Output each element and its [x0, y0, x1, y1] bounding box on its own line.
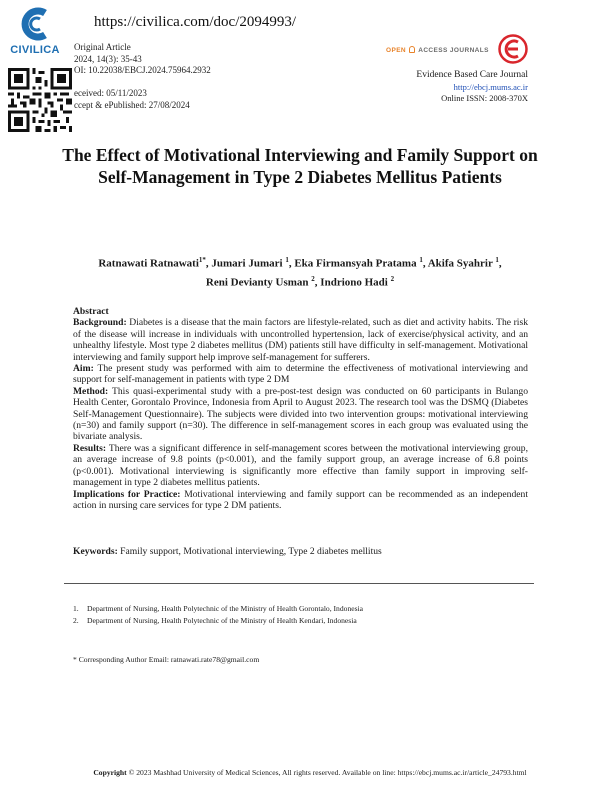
affiliation-item	[73, 603, 533, 615]
article-volume: 2024, 14(3): 35-43	[74, 53, 142, 64]
open-access-label	[386, 46, 489, 54]
lock-icon	[409, 46, 415, 53]
paper-title: The Effect of Motivational Interviewing and Family Support on Self-Management in Type 2 Diabetes Mellitus Patients	[62, 145, 538, 187]
journal-url[interactable]: http://ebcj.mums.ac.ir	[453, 81, 528, 92]
author-name: Akifa Syahrir	[427, 257, 493, 270]
copyright-label: Copyright	[93, 768, 127, 777]
author-affiliation-mark: 2	[311, 275, 315, 284]
corresponding-author[interactable]: * Corresponding Author Email: ratnawati.rate78@gmail.com	[73, 655, 260, 664]
author-affiliation-mark: 1	[495, 256, 499, 264]
keywords-label: Keywords:	[73, 546, 118, 557]
affiliations	[73, 603, 533, 626]
document-url[interactable]: https://civilica.com/doc/2094993/	[94, 14, 297, 30]
article-meta	[74, 42, 211, 111]
affiliation-number: 1.	[73, 604, 79, 613]
journal-issn: Online ISSN: 2008-370X	[441, 93, 528, 103]
journal-emblem-icon	[498, 34, 528, 64]
open-access-logo	[386, 34, 536, 68]
abstract-method	[73, 386, 528, 443]
abstract-heading: Abstract	[73, 306, 109, 317]
affiliation-text: Department of Nursing, Health Polytechnic of the Ministry of Health Kendari, Indonesia	[87, 615, 357, 625]
author-affiliation-mark: 1	[285, 256, 289, 264]
open-access-open: OPEN	[386, 47, 407, 54]
article-doi[interactable]: OI: 10.22038/EBCJ.2024.75964.2932	[74, 65, 211, 75]
author-name: Indriono Hadi	[320, 276, 388, 289]
author-list: Ratnawati Ratnawati$^{1*}$, Jumari Jumari $^1$, Eka Firmansyah Pratama $^1$, Akifa Syahrir $^1$, Reni Devianty Usman $^2$, Indriono Hadi $^2$	[98, 256, 502, 289]
implications-label: Implications for Practice:	[73, 488, 181, 500]
author-affiliation-mark: 1	[419, 256, 423, 264]
footnote-divider	[64, 583, 534, 584]
open-access-journals: ACCESS JOURNALS	[418, 47, 489, 54]
keywords	[73, 546, 528, 557]
background-text: Diabetes is a disease that the main factors are lifestyle-related, such as diet and activity habits. The risk of the disease will increase in individuals with uncontrolled hypertension, lack of exercise/physical activity, and an unhealthy lifestyle. Most type 2 diabetes mellitus (DM) patients still have difficulty in self-management. Motivational interviewing and family support help improve self-management for sufferers.	[73, 317, 528, 363]
author-name: Jumari Jumari	[211, 257, 283, 270]
aim-label: Aim:	[73, 363, 94, 375]
author-name: Eka Firmansyah Pratama	[294, 257, 417, 270]
results-label: Results:	[73, 442, 107, 454]
author-name: Ratnawati Ratnawati	[98, 257, 199, 270]
copyright-footer	[40, 768, 580, 777]
civilica-c-icon	[19, 6, 51, 42]
implications-text: Motivational interviewing and family support can be recommended as an independent action in nursing care services for type 2 DM patients.	[73, 488, 528, 511]
journal-info	[416, 70, 528, 105]
background-label: Background:	[73, 317, 127, 329]
author-name: Reni Devianty Usman	[205, 276, 309, 289]
affiliation-number: 2.	[73, 615, 79, 625]
abstract-background	[73, 317, 528, 363]
journal-name: Evidence Based Care Journal	[416, 70, 528, 80]
abstract-results	[73, 443, 528, 489]
results-text: There was a significant difference in self-management scores between the motivational interviewing group, an average increase of 9.8 points (p<0.001), and the family support group, an average increase of 6.8 points (p<0.001). Motivational interviewing is significantly more effective than family support in improving self-management in type 2 diabetes mellitus patients.	[73, 442, 528, 489]
qr-code-icon	[8, 68, 72, 132]
affiliation-item	[73, 615, 533, 627]
article-meta-spacer	[74, 77, 211, 89]
abstract-implications	[73, 489, 528, 512]
author-affiliation-mark: 2	[390, 275, 395, 284]
civilica-wordmark: CIVILICA	[10, 44, 60, 56]
method-label: Method:	[73, 385, 109, 397]
copyright-text[interactable]: © 2023 Mashhad University of Medical Sciences, All rights reserved. Available on line: https://ebcj.mums.ac.ir/article_24793.html	[128, 768, 527, 777]
article-type: Original Article	[74, 42, 131, 52]
keywords-text: Family support, Motivational interviewing, Type 2 diabetes mellitus	[120, 546, 382, 557]
article-accepted: ccept & ePublished: 27/08/2024	[74, 99, 190, 110]
abstract	[73, 306, 528, 511]
abstract-aim	[73, 363, 528, 386]
aim-text: The present study was performed with aim to determine the effectiveness of motivational interviewing and support for self-management in patients with type 2 DM	[73, 363, 528, 386]
article-received: eceived: 05/11/2023	[74, 88, 147, 98]
method-text: This quasi-experimental study with a pre-post-test design was conducted on 60 participants in Bulango Health Center, Gorontalo Province, Indonesia from April to August 2023. The research tool was the DSMQ (Diabetes Self-Management Questionnaire). The subjects were divided into two intervention groups: motivational interviewing (n=30) and family support (n=30). The difference in self-management scores in each group was evaluated using the bivariate analysis.	[73, 385, 529, 443]
civilica-logo[interactable]	[6, 6, 64, 58]
author-affiliation-mark: 1*	[198, 256, 206, 264]
affiliation-text: Department of Nursing, Health Polytechnic of the Ministry of Health Gorontalo, Indonesia	[87, 604, 364, 613]
